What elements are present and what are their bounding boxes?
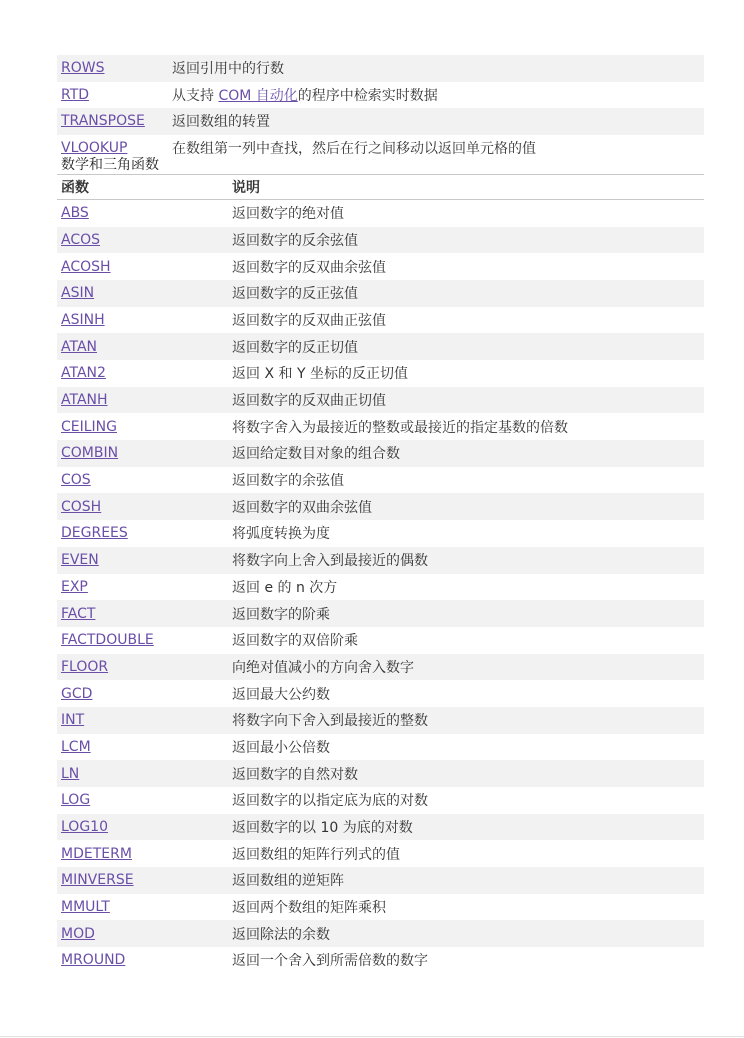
function-link-log10[interactable]: LOG10: [61, 819, 108, 836]
function-link-int[interactable]: INT: [61, 712, 85, 729]
function-name-cell: [57, 520, 228, 547]
function-description-cell: 返回数字的反双曲余弦值: [232, 259, 386, 276]
function-link-mmult[interactable]: MMULT: [61, 899, 110, 916]
function-name-cell: [57, 680, 228, 707]
function-link-abs[interactable]: ABS: [61, 205, 89, 222]
function-name-cell: [57, 840, 228, 867]
function-link-asinh[interactable]: ASINH: [61, 311, 105, 328]
table-header-row: [57, 175, 704, 200]
function-description-cell: 返回数字的反正弦值: [232, 286, 358, 303]
function-description-cell: 返回数组的逆矩阵: [232, 873, 344, 890]
function-description-cell: 返回数字的余弦值: [232, 473, 344, 490]
table-row: [57, 547, 704, 574]
function-description-cell: 返回数字的双曲余弦值: [232, 499, 372, 516]
column-header-description: 说明: [232, 180, 260, 197]
table-row: [57, 520, 704, 547]
function-description-cell: 返回一个舍入到所需倍数的数字: [232, 953, 428, 970]
function-description-cell: 返回给定数目对象的组合数: [232, 446, 400, 463]
table-row: [57, 467, 704, 494]
function-description-cell: 返回数字的反余弦值: [232, 232, 358, 249]
function-name-cell: [57, 814, 228, 841]
description-text: 从支持: [172, 87, 219, 104]
function-link-factdouble[interactable]: FACTDOUBLE: [61, 632, 154, 649]
function-description-cell: 将数字向下舍入到最接近的整数: [232, 713, 428, 730]
table-row: [57, 108, 704, 135]
function-name-cell: [57, 108, 168, 135]
table-row: [57, 253, 704, 280]
function-name-cell: [57, 787, 228, 814]
table-row: [57, 894, 704, 921]
function-name-cell: [57, 867, 228, 894]
function-name-cell: [57, 360, 228, 387]
table-row: [57, 82, 704, 109]
function-link-asin[interactable]: ASIN: [61, 285, 95, 302]
table-row: [57, 734, 704, 761]
function-name-cell: [57, 627, 228, 654]
table-row: [57, 440, 704, 467]
function-name-cell: [57, 413, 228, 440]
function-name-cell: [57, 734, 228, 761]
function-link-atan[interactable]: ATAN: [61, 338, 98, 355]
table-row: [57, 947, 704, 974]
table-row: [57, 280, 704, 307]
function-name-cell: [57, 894, 228, 921]
table-row: [57, 307, 704, 334]
function-link-combin[interactable]: COMBIN: [61, 445, 119, 462]
function-name-cell: [57, 467, 228, 494]
function-description-cell: 返回数字的绝对值: [232, 206, 344, 223]
function-name-cell: [57, 440, 228, 467]
function-link-degrees[interactable]: DEGREES: [61, 525, 128, 542]
table-row: [57, 227, 704, 254]
section-title-math-trig: 数学和三角函数: [61, 157, 159, 174]
function-link-transpose[interactable]: TRANSPOSE: [61, 113, 145, 130]
function-description-cell: 返回两个数组的矩阵乘积: [232, 900, 386, 917]
function-name-cell: [57, 654, 228, 681]
function-link-minverse[interactable]: MINVERSE: [61, 872, 134, 889]
function-link-acosh[interactable]: ACOSH: [61, 258, 111, 275]
function-link-mdeterm[interactable]: MDETERM: [61, 845, 132, 862]
table-row: [57, 333, 704, 360]
function-link-ln[interactable]: LN: [61, 765, 80, 782]
function-link-cosh[interactable]: COSH: [61, 498, 102, 515]
function-link-lcm[interactable]: LCM: [61, 738, 91, 755]
table-row: [57, 600, 704, 627]
function-link-atanh[interactable]: ATANH: [61, 392, 108, 409]
function-name-cell: [57, 574, 228, 601]
function-link-mod[interactable]: MOD: [61, 925, 95, 942]
function-link-log[interactable]: LOG: [61, 792, 91, 809]
function-name-cell: [57, 227, 228, 254]
function-link-rtd[interactable]: RTD: [61, 86, 90, 103]
function-link-cos[interactable]: COS: [61, 472, 91, 489]
function-description-cell: 返回最小公倍数: [232, 739, 330, 756]
description-text: 的程序中检索实时数据: [297, 87, 438, 104]
function-name-cell: [57, 920, 228, 947]
function-description-cell: [168, 82, 704, 109]
function-link-vlookup[interactable]: VLOOKUP: [61, 140, 128, 157]
function-description-cell: 返回数字的反双曲正切值: [232, 393, 386, 410]
function-description-cell: 返回数字的阶乘: [232, 606, 330, 623]
function-name-cell: [57, 333, 228, 360]
function-description-cell: 返回数字的反正切值: [232, 339, 358, 356]
function-name-cell: [57, 253, 228, 280]
function-link-ceiling[interactable]: CEILING: [61, 418, 117, 435]
content-area: [57, 55, 704, 974]
table-row: [57, 200, 704, 227]
function-link-atan2[interactable]: ATAN2: [61, 365, 106, 382]
function-description-cell: 返回除法的余数: [232, 926, 330, 943]
function-description-cell: 返回数字的反双曲正弦值: [232, 312, 386, 329]
function-name-cell: [57, 307, 228, 334]
column-header-function: 函数: [61, 180, 89, 197]
function-description-cell: 将数字向上舍入到最接近的偶数: [232, 553, 428, 570]
table-row: [57, 55, 704, 82]
table-row: [57, 707, 704, 734]
function-description-cell: 返回引用中的行数: [172, 61, 284, 78]
table-row: [57, 413, 704, 440]
function-link-exp[interactable]: EXP: [61, 578, 88, 595]
table-row: [57, 920, 704, 947]
function-link-gcd[interactable]: GCD: [61, 685, 93, 702]
table-row: [57, 360, 704, 387]
function-link-floor[interactable]: FLOOR: [61, 658, 109, 675]
function-description-cell: 将数字舍入为最接近的整数或最接近的指定基数的倍数: [232, 419, 568, 436]
table-row: [57, 493, 704, 520]
table-row: [57, 787, 704, 814]
function-description-cell: 返回数字的自然对数: [232, 766, 358, 783]
function-description-cell: 返回数字的以 10 为底的对数: [232, 820, 413, 837]
function-description-cell: 向绝对值减小的方向舍入数字: [232, 659, 414, 676]
function-name-cell: [57, 600, 228, 627]
function-name-cell: [57, 493, 228, 520]
lookup-functions-table: [57, 55, 704, 161]
table-row: [57, 867, 704, 894]
com-automation-link[interactable]: COM 自动化: [218, 87, 298, 104]
table-row: [57, 840, 704, 867]
function-description-cell: 返回 X 和 Y 坐标的反正切值: [232, 366, 408, 383]
table-row: [57, 654, 704, 681]
function-name-cell: [57, 947, 228, 974]
table-row: [57, 760, 704, 787]
table-row: [57, 574, 704, 601]
function-description-cell: 在数组第一列中查找，然后在行之间移动以返回单元格的值: [172, 141, 536, 158]
function-link-fact[interactable]: FACT: [61, 605, 96, 622]
function-description-cell: 返回数字的以指定底为底的对数: [232, 793, 428, 810]
function-name-cell: [57, 387, 228, 414]
function-link-acos[interactable]: ACOS: [61, 231, 101, 248]
table-row: [57, 680, 704, 707]
function-description-cell: 将弧度转换为度: [232, 526, 330, 543]
function-name-cell: [57, 55, 168, 82]
function-link-mround[interactable]: MROUND: [61, 952, 126, 969]
function-description-cell: 返回数组的矩阵行列式的值: [232, 846, 400, 863]
function-description-cell: 返回 e 的 n 次方: [232, 579, 338, 596]
function-name-cell: [57, 280, 228, 307]
table-row: [57, 814, 704, 841]
function-link-rows[interactable]: ROWS: [61, 60, 105, 77]
function-description-cell: 返回数组的转置: [172, 114, 270, 131]
table-row: [57, 627, 704, 654]
function-name-cell: [57, 707, 228, 734]
function-description-cell: 返回最大公约数: [232, 686, 330, 703]
function-name-cell: [57, 82, 168, 109]
page-divider: [0, 1036, 744, 1037]
function-link-even[interactable]: EVEN: [61, 552, 99, 569]
math-functions-table: [57, 174, 704, 973]
table-row: [57, 387, 704, 414]
function-name-cell: [57, 547, 228, 574]
function-name-cell: [57, 760, 228, 787]
function-name-cell: [57, 200, 228, 227]
function-description-cell: 返回数字的双倍阶乘: [232, 633, 358, 650]
